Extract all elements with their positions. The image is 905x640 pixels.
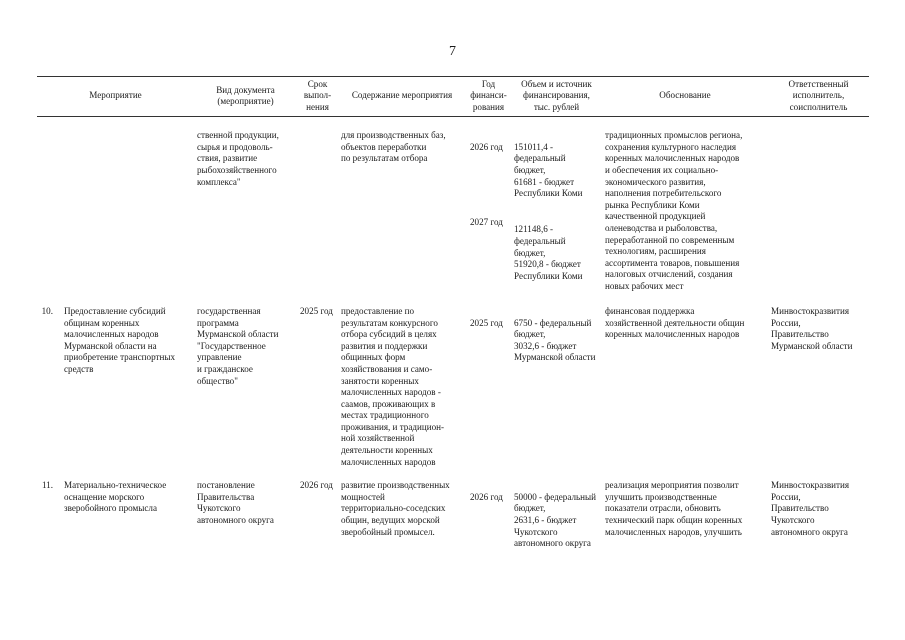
row-event: Материально-техническое оснащение морского зверобойного промысла xyxy=(64,480,167,514)
row-responsible: Минвостокразвития России, Правительство Мурманской области xyxy=(771,305,853,351)
row-funding xyxy=(511,130,602,294)
row-years xyxy=(466,130,511,294)
row-year: 2027 год xyxy=(470,217,503,227)
row-year: 2026 год xyxy=(470,141,503,152)
row-years xyxy=(466,480,511,561)
header-content: Содержание мероприятия xyxy=(338,77,466,117)
row-term: 2025 год xyxy=(300,305,333,316)
page-number: 7 xyxy=(449,44,456,59)
row-basis: реализация мероприятия позволит улучшить производственные показатели отрасли, обновить технический парк общин коренных малочисленных народов, улучшить xyxy=(605,480,743,537)
row-funding-item: 6750 - федеральный бюджет, 3032,6 - бюджет Мурманской области xyxy=(514,317,596,363)
row-year: 2026 год xyxy=(470,491,503,502)
row-funding-item: 50000 - федеральный бюджет, 2631,6 - бюджет Чукотского автономного округа xyxy=(514,491,596,549)
row-event: Предоставление субсидий общинам коренных малочисленных народов Мурманской области на приобретение транспортных средств xyxy=(64,305,175,374)
header-responsible: Ответственный исполнитель, соисполнитель xyxy=(768,77,869,117)
row-responsible xyxy=(768,130,869,294)
row-content: для производственных баз, объектов переработки по результатам отбора xyxy=(341,130,446,164)
row-number: 10. xyxy=(41,305,53,316)
header-basis: Обоснование xyxy=(602,77,768,117)
row-funding xyxy=(511,306,602,468)
row-funding-item: 151011,4 - федеральный бюджет, 61681 - бюджет Республики Коми xyxy=(514,141,583,199)
row-content: развитие производственных мощностей территориально-соседских общин, ведущих морской зверобойный промысел. xyxy=(341,480,450,537)
row-term xyxy=(297,130,338,294)
row-content: предоставление по результатам конкурсного отбора субсидий в целях развития и поддержки общинных форм хозяйствования и само- занятости коренных малочисленных народов - саамов, проживающих в местах традиционного проживания, и традицион- ной хозяйственной деятельности коренных малочисленных народов xyxy=(341,305,445,467)
header-document: Вид документа (мероприятие) xyxy=(194,77,297,117)
row-event xyxy=(61,130,194,294)
row-year: 2025 год xyxy=(470,317,503,328)
header-term: Срок выпол- нения xyxy=(297,77,338,117)
header-event: Мероприятие xyxy=(37,77,194,117)
row-basis: традиционных промыслов региона, сохранения культурного наследия коренных малочисленных народов и обеспечения их социально- экономического развития, наполнения потребительского рынка Республики Коми качественной продукцией оленеводства и рыболовства, переработанной по современным технологиям, расширения ассортимента товаров, повышения налоговых отчислений, создания новых рабочих мест xyxy=(605,130,743,291)
header-funding: Объем и источник финансирования, тыс. рублей xyxy=(511,77,602,117)
row-document: государственная программа Мурманской области "Государственное управление и гражданское общество" xyxy=(197,305,279,386)
row-years xyxy=(466,306,511,468)
row-document: постановление Правительства Чукотского автономного округа xyxy=(197,480,274,526)
activities-table xyxy=(37,76,869,561)
header-year: Год финанси- рования xyxy=(466,77,511,117)
table-row xyxy=(37,130,869,294)
row-term: 2026 год xyxy=(300,480,333,491)
row-number xyxy=(37,130,61,294)
table-row xyxy=(37,306,869,468)
row-document: ственной продукции, сырья и продоволь- ствия, развитие рыбохозяйственного комплекса" xyxy=(197,130,279,187)
row-funding-item: 121148,6 - федеральный бюджет, 51920,8 - бюджет Республики Коми xyxy=(514,224,583,281)
table-row xyxy=(37,480,869,561)
table-header xyxy=(37,77,869,117)
row-responsible: Минвостокразвития России, Правительство Чукотского автономного округа xyxy=(771,480,850,537)
row-number: 11. xyxy=(41,480,53,491)
row-basis: финансовая поддержка хозяйственной деятельности общин коренных малочисленных народов xyxy=(605,305,745,340)
row-funding xyxy=(511,480,602,561)
